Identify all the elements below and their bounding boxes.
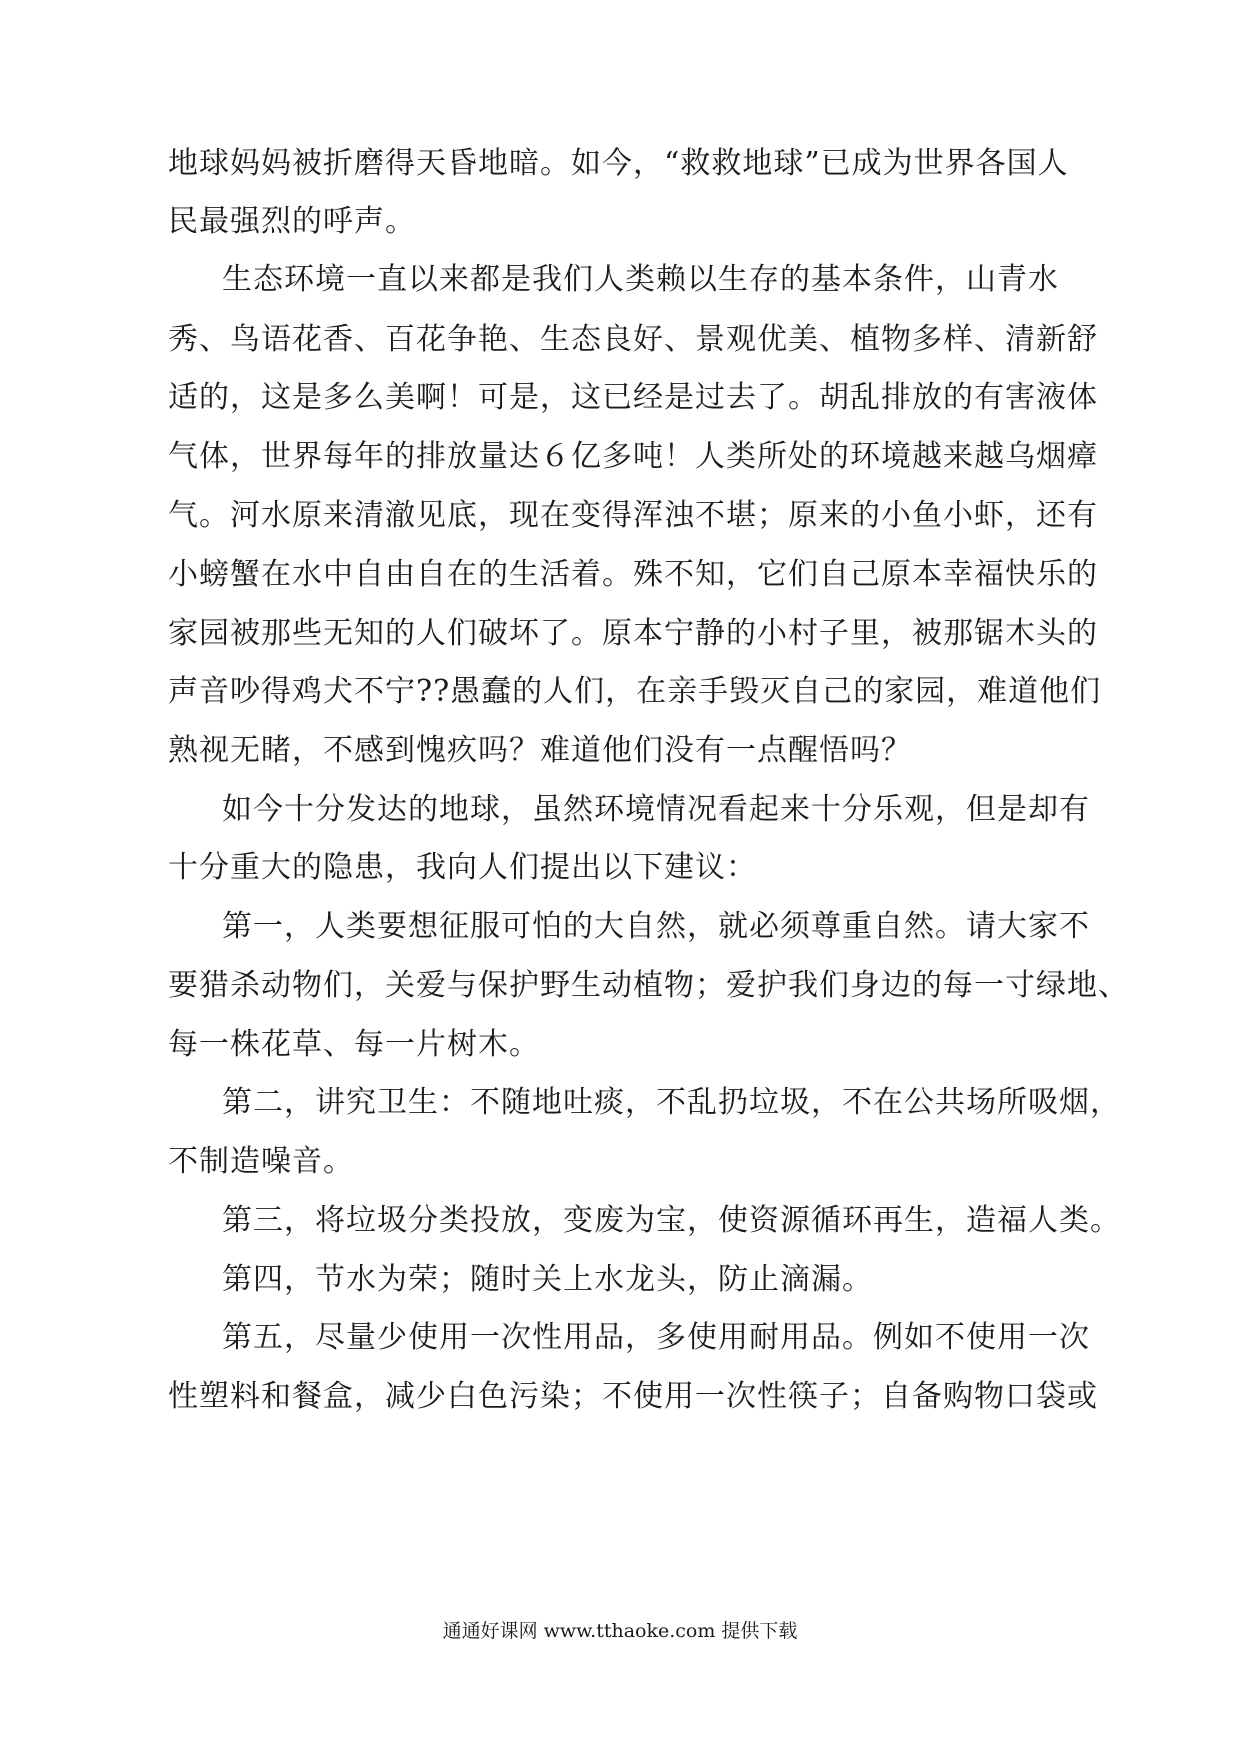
paragraph-start: 如今十分发达的地球，虽然环境情况看起来十分乐观，但是却有 [222, 792, 1090, 827]
text-line: 十分重大的隐患，我向人们提出以下建议： [168, 850, 757, 885]
text-line: 不制造噪音。 [168, 1144, 354, 1179]
text-line: 每一株花草、每一片树木。 [168, 1027, 540, 1062]
paragraph-start: 第一，人类要想征服可怕的大自然，就必须尊重自然。请大家不 [222, 909, 1090, 944]
text-line: 气体，世界每年的排放量达６亿多吨！人类所处的环境越来越乌烟瘴 [168, 439, 1098, 474]
text-line: 家园被那些无知的人们破坏了。原本宁静的小村子里，被那锯木头的 [168, 616, 1098, 651]
text-line: 气。河水原来清澈见底，现在变得浑浊不堪；原来的小鱼小虾，还有 [168, 498, 1098, 533]
paragraph-start: 第三，将垃圾分类投放，变废为宝，使资源循环再生，造福人类。 [222, 1203, 1121, 1238]
text-line: 地球妈妈被折磨得天昏地暗。如今，“救救地球”已成为世界各国人 [168, 146, 1069, 181]
text-line: 性塑料和餐盒，减少白色污染；不使用一次性筷子；自备购物口袋或 [168, 1379, 1098, 1414]
paragraph-start: 第五，尽量少使用一次性用品，多使用耐用品。例如不使用一次 [222, 1320, 1090, 1355]
footer-credit: 通通好课网 www.tthaoke.com 提供下载 [442, 1620, 798, 1642]
text-line: 要猎杀动物们，关爱与保护野生动植物；爱护我们身边的每一寸绿地、 [168, 968, 1129, 1003]
text-line: 声音吵得鸡犬不宁??愚蠢的人们，在亲手毁灭自己的家园，难道他们 [168, 674, 1102, 709]
text-line: 熟视无睹，不感到愧疚吗？难道他们没有一点醒悟吗？ [168, 733, 912, 768]
text-line: 适的，这是多么美啊！可是，这已经是过去了。胡乱排放的有害液体 [168, 380, 1098, 415]
paragraph-start: 生态环境一直以来都是我们人类赖以生存的基本条件，山青水 [222, 262, 1059, 297]
text-line: 秀、鸟语花香、百花争艳、生态良好、景观优美、植物多样、清新舒 [168, 322, 1098, 357]
paragraph-start: 第四，节水为荣；随时关上水龙头，防止滴漏。 [222, 1262, 873, 1297]
paragraph-start: 第二，讲究卫生：不随地吐痰，不乱扔垃圾，不在公共场所吸烟， [222, 1085, 1121, 1120]
text-line: 民最强烈的呼声。 [168, 204, 416, 239]
text-line: 小螃蟹在水中自由自在的生活着。殊不知，它们自己原本幸福快乐的 [168, 557, 1098, 592]
